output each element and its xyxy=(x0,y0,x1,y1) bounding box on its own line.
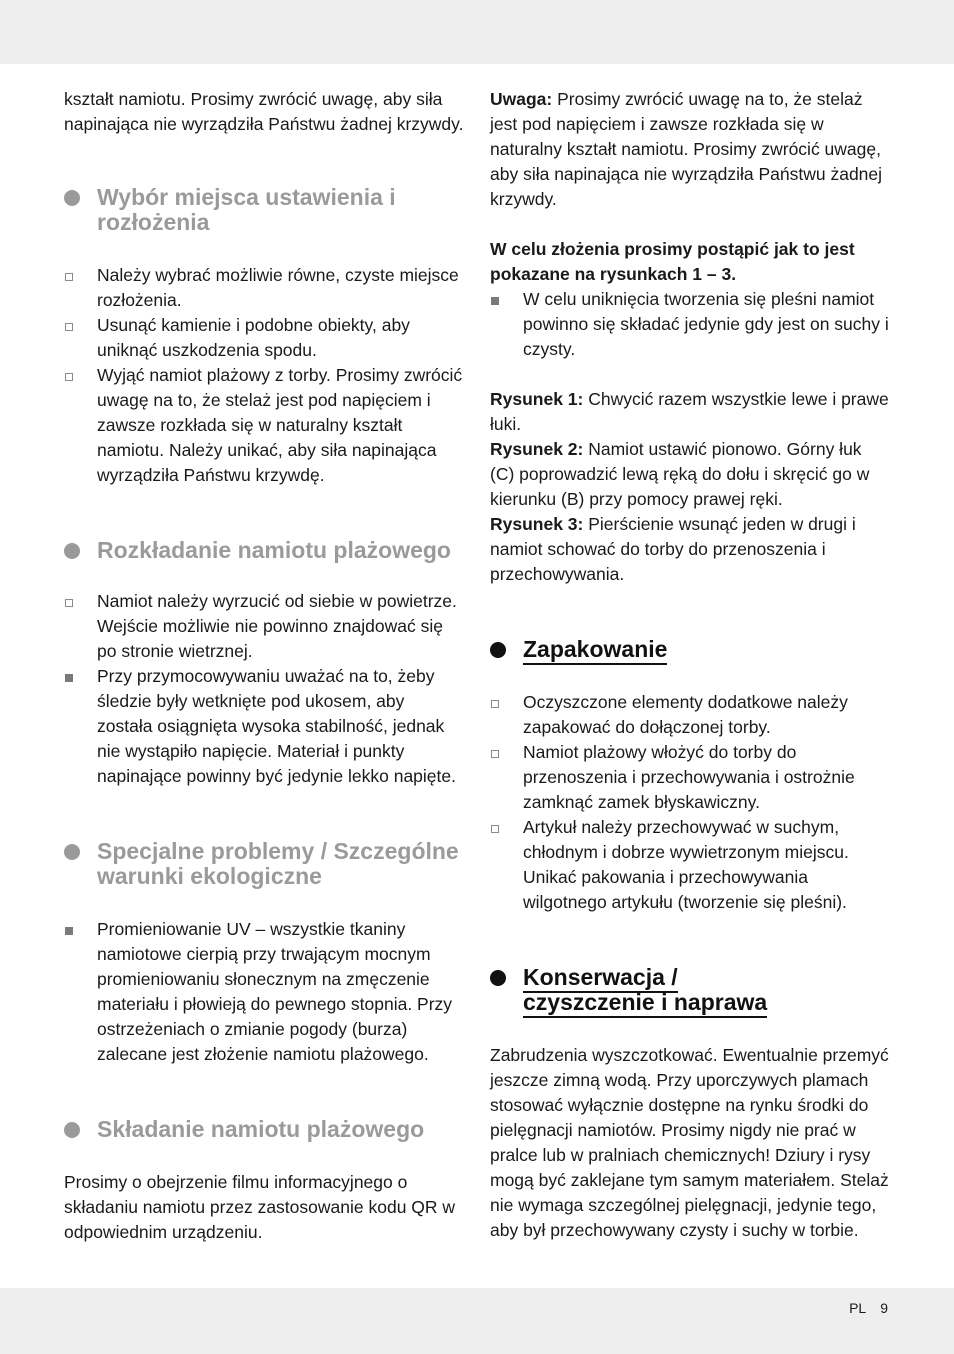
list-item: Przy przymocowywaniu uważać na to, żeby śledzie były wetknięte pod ukosem, aby została osiągnięta wysoka stabilność, jednak nie wystąpiło napięcie. Materiał i punkty napinające powinny być jedynie lekko napięte. xyxy=(64,664,464,789)
figure-1-text: Rysunek 1: Chwycić razem wszystkie lewe i prawe łuki. xyxy=(490,389,889,434)
section-heading-special-problems xyxy=(64,839,464,889)
checkbox-square-icon xyxy=(65,373,73,381)
section-heading-location xyxy=(64,185,464,235)
bottom-band xyxy=(0,1288,954,1354)
list-item: Należy wybrać możliwie równe, czyste miejsce rozłożenia. xyxy=(64,263,464,313)
filled-square-icon xyxy=(65,674,73,682)
folding-text: Prosimy o obejrzenie filmu informacyjnego o składaniu namiotu przez zastosowanie kodu QR w odpowiednim urządzeniu. xyxy=(64,1172,456,1242)
language-code: PL xyxy=(849,1300,867,1316)
checkbox-square-icon xyxy=(65,273,73,281)
left-column xyxy=(64,87,464,1245)
right-column xyxy=(490,87,890,1243)
section-bullet-icon xyxy=(64,1122,80,1138)
figure-3-label: Rysunek 3: xyxy=(490,514,584,534)
section-bullet-icon xyxy=(64,543,80,559)
list-item: Namiot należy wyrzucić od siebie w powietrze. Wejście możliwie nie powinno znajdować się po stronie wietrznej. xyxy=(64,589,464,664)
section-heading-folding xyxy=(64,1117,464,1142)
section-heading-setup xyxy=(64,538,464,563)
page-footer xyxy=(835,1300,888,1316)
figure-2-text: Rysunek 2: Namiot ustawić pionowo. Górny łuk (C) poprowadzić lewą ręką do dołu i skręcić go w kierunku (B) przy pomocy prawej ręki. xyxy=(490,439,870,509)
heading-text: Rozkładanie namiotu plażowego xyxy=(97,537,451,563)
note-text: Prosimy zwrócić uwagę na to, że stelaż jest pod napięciem i zawsze rozkłada się w naturalny kształt namiotu. Prosimy zwrócić uwagę, aby siła napinająca nie wyrządziła Państwu żadnej krzywdy. xyxy=(490,89,883,209)
note-label: Uwaga: xyxy=(490,89,553,109)
list-item: W celu uniknięcia tworzenia się pleśni namiot powinno się składać jedynie gdy jest on suchy i czysty. xyxy=(490,287,890,362)
figure-3-text: Rysunek 3: Pierścienie wsunąć jeden w drugi i namiot schować do torby do przenoszenia i przechowywania. xyxy=(490,514,856,584)
checkbox-square-icon xyxy=(491,750,499,758)
section-bullet-icon xyxy=(64,844,80,860)
section-bullet-icon xyxy=(490,642,506,658)
heading-text: Specjalne problemy / Szczególne warunki ekologiczne xyxy=(97,838,459,889)
checkbox-square-icon xyxy=(491,825,499,833)
packing-list xyxy=(490,690,890,915)
list-item: Oczyszczone elementy dodatkowe należy zapakować do dołączonej torby. xyxy=(490,690,890,740)
list-item: Usunąć kamienie i podobne obiekty, aby uniknąć uszkodzenia spodu. xyxy=(64,313,464,363)
note-paragraph xyxy=(490,87,890,212)
fold-heading: W celu złożenia prosimy postąpić jak to jest pokazane na rysunkach 1 – 3. xyxy=(490,239,855,284)
special-problems-list xyxy=(64,917,464,1067)
heading-text: Wybór miejsca ustawienia i rozłożenia xyxy=(97,184,396,235)
section-bullet-icon xyxy=(490,970,506,986)
intro-text: kształt namiotu. Prosimy zwrócić uwagę, aby siła napinająca nie wyrządziła Państwu żadnej krzywdy. xyxy=(64,89,464,134)
list-item: Promieniowanie UV – wszystkie tkaniny namiotowe cierpią przy trwającym mocnym promieniowaniu słonecznym na zmęczenie materiału i płowieją do pewnego stopnia. Przy ostrzeżeniach o zmianie pogody (burza) zalecane jest złożenie namiotu plażowego. xyxy=(64,917,464,1067)
heading-text-line-1: Konserwacja / xyxy=(523,964,678,993)
figure-2-label: Rysunek 2: xyxy=(490,439,584,459)
list-item: Namiot plażowy włożyć do torby do przenoszenia i przechowywania i ostrożnie zamknąć zamek błyskawiczny. xyxy=(490,740,890,815)
checkbox-square-icon xyxy=(491,700,499,708)
location-list xyxy=(64,263,464,488)
list-item: Wyjąć namiot plażowy z torby. Prosimy zwrócić uwagę na to, że stelaż jest pod napięciem i zawsze rozkłada się w naturalny kształt namiotu. Należy unikać, aby siła napinająca wyrządziła Państwu krzywdę. xyxy=(64,363,464,488)
section-heading-packing xyxy=(490,637,890,662)
figure-1-label: Rysunek 1: xyxy=(490,389,584,409)
fold-list xyxy=(490,287,890,362)
filled-square-icon xyxy=(491,297,499,305)
section-heading-care xyxy=(490,965,890,1015)
checkbox-square-icon xyxy=(65,599,73,607)
heading-text: Zapakowanie xyxy=(523,636,667,665)
setup-list xyxy=(64,589,464,789)
section-bullet-icon xyxy=(64,190,80,206)
checkbox-square-icon xyxy=(65,323,73,331)
list-item: Artykuł należy przechowywać w suchym, chłodnym i dobrze wywietrzonym miejscu. Unikać pakowania i przechowywania wilgotnego artykułu (tworzenie się pleśni). xyxy=(490,815,890,915)
top-band xyxy=(0,0,954,64)
heading-text-line-2: czyszczenie i naprawa xyxy=(523,989,767,1018)
care-text: Zabrudzenia wyszczotkować. Ewentualnie przemyć jeszcze zimną wodą. Przy uporczywych plamach stosować wyłącznie dostępne na rynku środki do pielęgnacji namiotów. Prosimy nigdy nie prać w pralce lub w pralniach chemicznych! Dziury i rysy mogą być zaklejane tym samym materiałem. Stelaż nie wymaga szczególnej pielęgnacji, jedynie tego, aby był przechowywany czysty i suchy w torbie. xyxy=(490,1045,889,1240)
heading-text: Składanie namiotu plażowego xyxy=(97,1116,425,1142)
filled-square-icon xyxy=(65,927,73,935)
page-number: 9 xyxy=(880,1300,888,1316)
